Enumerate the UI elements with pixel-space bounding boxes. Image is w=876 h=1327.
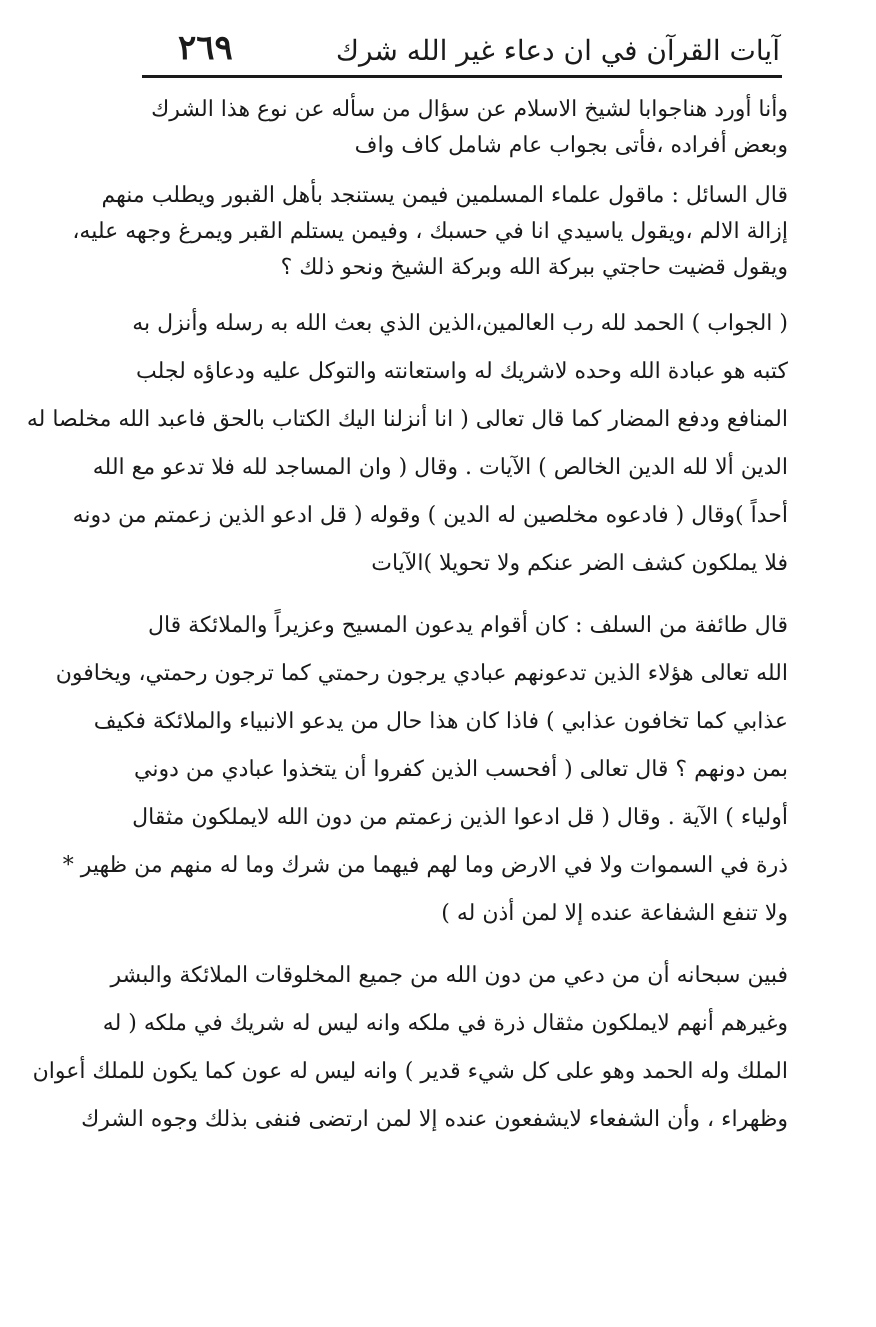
text-line: الدين ألا لله الدين الخالص ) الآيات . وقال ( وان المساجد لله فلا تدعو مع الله xyxy=(92,455,788,480)
running-title: آيات القرآن في ان دعاء غير الله شرك xyxy=(335,34,780,67)
text-line: فبين سبحانه أن من دعي من دون الله من جميع المخلوقات الملائكة والبشر xyxy=(110,963,788,988)
paragraph-question xyxy=(72,178,788,286)
header-rule xyxy=(142,75,782,78)
text-line: كتبه هو عبادة الله وحده لاشريك له واستعانته والتوكل عليه ودعاؤه لجلب xyxy=(136,359,788,384)
body-text xyxy=(26,92,788,1158)
text-line: ذرة في السموات ولا في الارض وما لهم فيهما من شرك وما له منهم من ظهير * xyxy=(62,853,788,878)
page-header xyxy=(140,28,780,78)
text-line: وبعض أفراده ،فأتى بجواب عام شامل كاف واف xyxy=(354,133,788,158)
text-line: قال السائل : ماقول علماء المسلمين فيمن يستنجد بأهل القبور ويطلب منهم xyxy=(101,183,788,208)
text-line: ويقول قضيت حاجتي ببركة الله وبركة الشيخ ونحو ذلك ؟ xyxy=(280,255,788,280)
text-line: وظهراء ، وأن الشفعاء لايشفعون عنده إلا لمن ارتضى فنفى بذلك وجوه الشرك xyxy=(81,1107,788,1132)
page-number: ٢٦٩ xyxy=(178,28,233,68)
text-line: وأنا أورد هناجوابا لشيخ الاسلام عن سؤال من سأله عن نوع هذا الشرك xyxy=(151,97,788,122)
text-line: بمن دونهم ؟ قال تعالى ( أفحسب الذين كفروا أن يتخذوا عبادي من دوني xyxy=(134,757,788,782)
text-line: المنافع ودفع المضار كما قال تعالى ( انا أنزلنا اليك الكتاب بالحق فاعبد الله مخلصا له xyxy=(26,407,788,432)
text-line: قال طائفة من السلف : كان أقوام يدعون المسيح وعزيراً والملائكة قال xyxy=(147,613,788,638)
text-line: الله تعالى هؤلاء الذين تدعونهم عبادي يرجون رحمتي كما ترجون رحمتي، ويخافون xyxy=(55,661,788,686)
text-line: ولا تنفع الشفاعة عنده إلا لمن أذن له ) xyxy=(441,901,788,926)
paragraph-intro xyxy=(120,92,788,164)
paragraph-explanation xyxy=(32,952,788,1144)
text-line: ( الجواب ) الحمد لله رب العالمين،الذين الذي بعث الله به رسله وأنزل به xyxy=(132,311,788,336)
text-line: الملك وله الحمد وهو على كل شيء قدير ) وانه ليس له عون كما يكون للملك أعوان xyxy=(32,1059,788,1084)
paragraph-answer xyxy=(26,300,788,588)
text-line: أحداً )وقال ( فادعوه مخلصين له الدين ) وقوله ( قل ادعو الذين زعمتم من دونه xyxy=(72,503,788,528)
text-line: فلا يملكون كشف الضر عنكم ولا تحويلا )الآيات xyxy=(371,551,788,576)
text-line: إزالة الالم ،ويقول ياسيدي انا في حسبك ، وفيمن يستلم القبر ويمرغ وجهه عليه، xyxy=(72,219,788,244)
text-line: عذابي كما تخافون عذابي ) فاذا كان هذا حال من يدعو الانبياء والملائكة فكيف xyxy=(93,709,788,734)
text-line: أولياء ) الآية . وقال ( قل ادعوا الذين زعمتم من دون الله لايملكون مثقال xyxy=(132,805,788,830)
paragraph-salaf xyxy=(55,602,788,938)
text-line: وغيرهم أنهم لايملكون مثقال ذرة في ملكه وانه ليس له شريك في ملكه ( له xyxy=(102,1011,788,1036)
